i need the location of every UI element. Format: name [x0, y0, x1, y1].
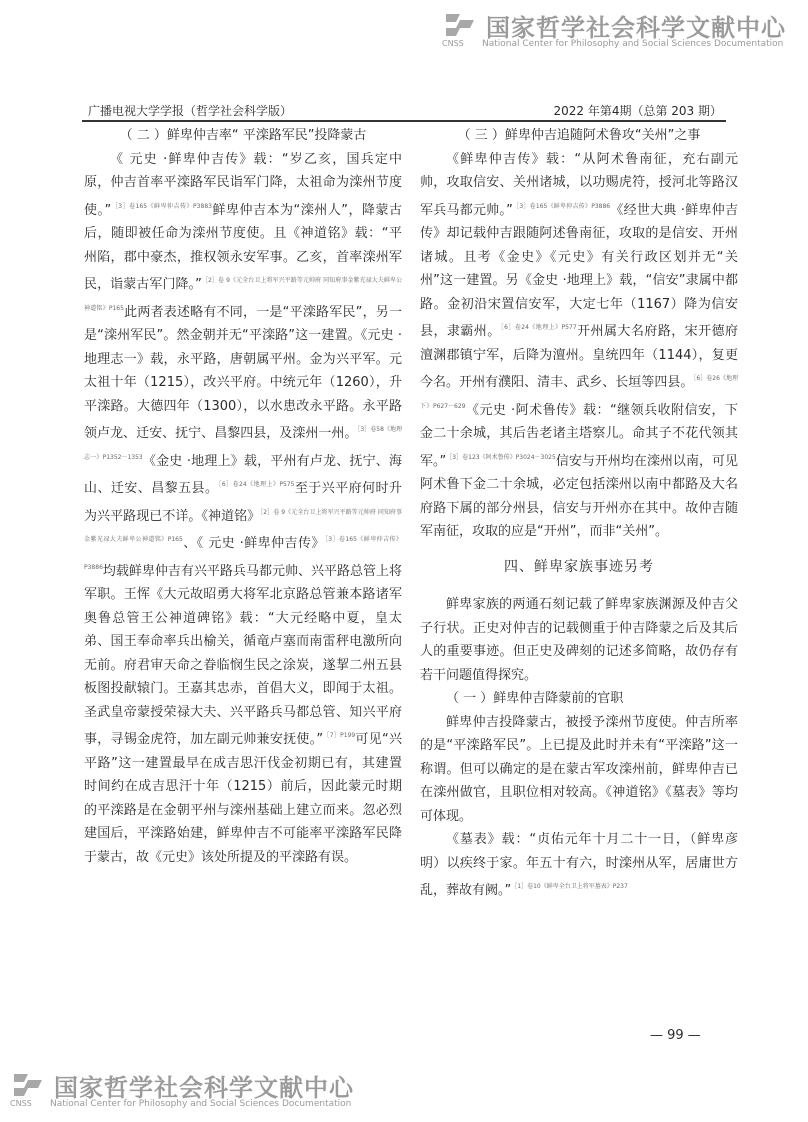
- citation: ［3］卷165《鲜卑仲吉传》P3883: [111, 202, 212, 210]
- body-paragraph: 《鲜卑仲吉传》载：“从阿术鲁南征，充右副元帅，攻取信安、关州诸城，以功赐虎符，授河北等路汉军兵马都元帅。”$^{[3]卷165《鲜卑仲吉传》P3886}$《经世大典 ·鲜卑仲吉传》却记载仲吉跟随阿述鲁南征，攻取的是信安、开州诸城。且考《金史》《元史》有关行政区划并无“关州”这一建置。另《金史 ·地理上》载，“信安”隶属中都路。金初沿宋置信安军，大定七年（1167）降为信安县，隶霸州。$^{[6]卷24《地理上》P577}$开州属大名府路，宋开德府澶渊郡镇宁军，后降为澶州。皇统四年（1144），复更今名。开州有濮阳、清丰、武乡、长垣等四县。$^{[6]卷26《地理下》P627-629}$《元史 ·阿术鲁传》载：“继领兵收附信安，下金二十余城，其后吿老诸主塔察儿。命其子不花代领其军。”$^{[3]卷123《阿术鲁传》P3024-3025}$信安与开州均在滦州以南，可见阿术鲁下金二十余城，必定包括滦州以南中都路及大名府路下属的部分州县，信安与开州亦在其中。故仲吉随军南征，攻取的应是“开州”，而非“关州”。: [420, 151, 738, 539]
- subsection-heading: （ 一 ）鲜卑仲吉降蒙前的官职: [446, 691, 624, 706]
- citation: ［3］卷165《鲜卑仲吉传》P3886: [512, 202, 611, 210]
- center-logo-icon: [442, 10, 478, 40]
- body-paragraph: 《墓表》载：“贞佑元年十月二十一日，（鲜卑彦明）以疾终于家。年五十有六，时滦州从军，居庸世方乱，葬故有阙。”$^{[1]卷10《鲜卑全台卫上将军墓表》P237}$: [420, 832, 738, 898]
- citation: ［3］卷123《阿术鲁传》P3024－3025: [446, 453, 556, 461]
- citation: ［3］卷58《地理志一》P1352－1353: [84, 426, 402, 461]
- center-logo-icon: [10, 1070, 46, 1100]
- section-heading: 四、鲜卑家族事迹另考: [504, 558, 654, 575]
- citation: ［6］卷24《地理上》P577: [500, 324, 577, 331]
- watermark-logo-bottom: [10, 1068, 370, 1112]
- watermark-logo-top: [442, 8, 802, 52]
- left-column: [84, 124, 402, 869]
- center-name-cn: 国家哲学社会科学文献中心: [54, 1074, 354, 1102]
- subsection-heading: （ 二 ）鲜卑仲吉率“ 平滦路军民”投降蒙古: [119, 128, 367, 143]
- issue-info: 2022 年第4期（总第 203 期）: [553, 104, 722, 118]
- center-name-en: National Center for Philosophy and Social Sciences Documentation: [50, 1099, 352, 1109]
- subsection-heading: （ 三 ）鲜卑仲吉追随阿术鲁攻“关州”之事: [457, 128, 701, 143]
- right-column: [420, 124, 738, 903]
- center-name-cn: 国家哲学社会科学文献中心: [486, 14, 786, 42]
- citation: ［2］卷 9《元全台卫上将军兴平路等元帅府 同知府事金紫光禄大夫鲜卑公神道铭》P165: [84, 508, 402, 543]
- body-paragraph: 鲜卑仲吉投降蒙古，被授予滦州节度使。仲吉所率的是“平滦路军民”。上已提及此时并未有“平滦路”这一称谓。但可以确定的是在蒙古军攻滦州前，鲜卑仲吉已在滦州做官，且职位相对较高。《神道铭》《墓表》等均可体现。: [420, 714, 738, 824]
- header-rule: [82, 120, 726, 122]
- citation: ［6］卷26《地理下》P627－629: [420, 375, 738, 410]
- citation: ［3］卷165《鲜卑仲吉传》P3886: [84, 536, 402, 571]
- journal-title: 广播电视大学学报（哲学社会科学版）: [88, 104, 293, 118]
- center-abbr: CNSS: [10, 1099, 32, 1108]
- body-paragraph: 鲜卑家族的两通石刻记载了鲜卑家族渊源及仲吉父子行状。正史对仲吉的记载侧重于仲吉降蒙之后及其后人的重要事迹。但正史及碑刻的记述多简略，故仍存有若干问题值得探究。: [420, 597, 738, 683]
- citation: ［1］卷10《鲜卑全台卫上将军墓表》P237: [511, 883, 628, 890]
- citation: ［7］P199: [323, 732, 356, 739]
- center-name-en: National Center for Philosophy and Social Sciences Documentation: [482, 39, 784, 49]
- page-number: — 99 —: [650, 1028, 701, 1043]
- body-paragraph: 《 元史 ·鲜卑仲吉传》载：“岁乙亥，国兵定中原，仲吉首率平滦路军民诣军门降，太祖命为滦州节度使。”$^{[3]卷165《鲜卑仲吉传》P3883}$鲜卑仲吉本为“滦州人”，降蒙古后，随即被任命为滦州节度使。且《神道铭》载：“平州陷，郡中豪杰，推权领永安军事。乙亥，首率滦州军民，诣蒙古军门降。”$^{[2]卷 9《元全台卫上将军兴平路等元帅府 同知府事金紫光禄大夫鲜卑公神道铭》P165}$此两者表述略有不同，一是“平滦路军民”，另一是“滦州军民”。然金朝并无“平滦路”这一建置。《元史 ·地理志一》载，永平路，唐朝属平州。金为兴平军。元太祖十年（1215），改兴平府。中统元年（1260），升平滦路。大德四年（1300），以水患改永平路。永平路领卢龙、迁安、抚宁、昌黎四县，及滦州一州。$^{[3]卷58《地理志一》P1352-1353}$《金史 ·地理上》载，平州有卢龙、抚宁、海山、迁安、昌黎五县。$^{[6]卷24《地理上》P575}$至于兴平府何时升为兴平路现已不详。《神道铭》$^{[2]卷 9《元全台卫上将军兴平路等元帅府 同知府事金紫光禄大夫鲜卑公神道铭》P165}$、《 元史 ·鲜卑仲吉传》$^{[3]卷165《鲜卑仲吉传》P3886}$均载鲜卑仲吉有兴平路兵马都元帅、兴平路总管上将军职。王恽《大元故昭勇大将军北京路总管兼本路诸军奥鲁总管王公神道碑铭》载：“大元经略中夏，皇太弟、国王奉命率兵出榆关，循竜卢塞而南雷秤电激所向无前。府君审天命之眷临悯生民之涂炭，遂挈二州五县板图投献辕门。王嘉其忠赤，首倡大义，即闻于太祖。圣武皇帝蒙授荣禄大夫、兴平路兵马都总管、知兴平府事，寻锡金虎符，加左副元帅兼安抚使。”$^{[7]P199}$可见“兴平路”这一建置最早在成吉思汗伐金初期已有，其建置时间约在成吉思汗十年（1215）前后，因此蒙元时期的平滦路是在金朝平州与滦州基础上建立而来。忽必烈建国后，平滦路始建，鲜卑仲吉不可能率平滦路军民降于蒙古，故《元史》该处所提及的平滦路有误。: [84, 151, 402, 865]
- citation: ［2］卷 9《元全台卫上将军兴平路等元帅府 同知府事金紫光禄大夫鲜卑公神道铭》P165: [84, 277, 402, 312]
- running-header: [82, 101, 726, 119]
- center-abbr: CNSS: [442, 39, 464, 48]
- citation: ［6］卷24《地理上》P575: [218, 481, 295, 488]
